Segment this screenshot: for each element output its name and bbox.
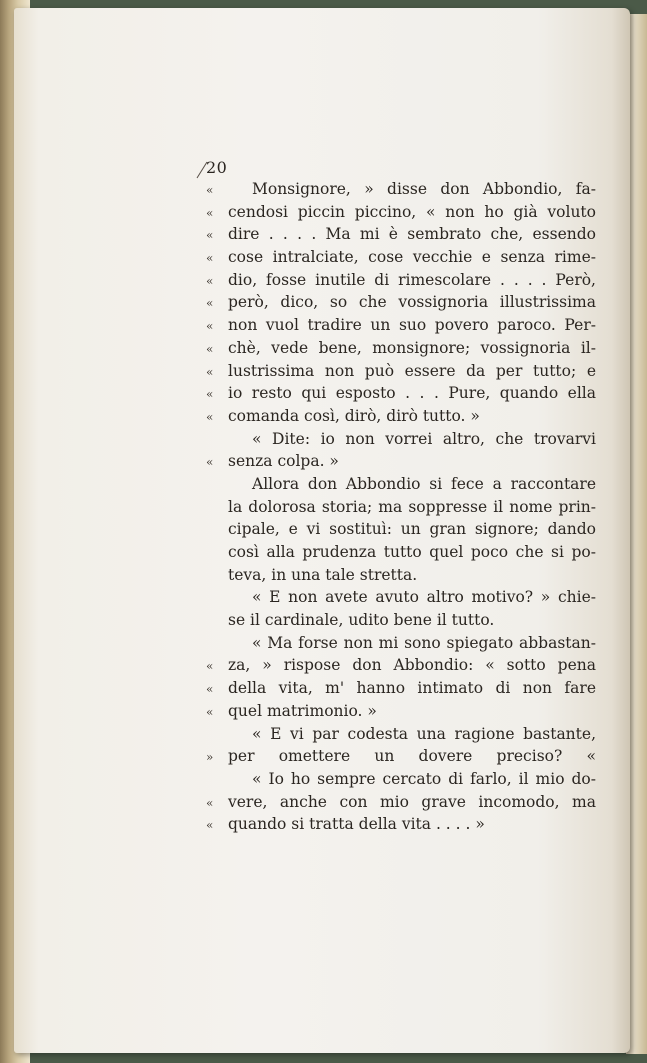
line-text: vere, anche con mio grave incomodo, ma (228, 792, 596, 811)
text-line (206, 337, 596, 360)
text-line (206, 813, 596, 836)
text-line (206, 201, 596, 224)
line-text: non vuol tradire un suo povero paroco. Per- (228, 316, 596, 335)
quote-mark: « (206, 183, 214, 197)
quote-mark: « (206, 273, 214, 288)
text-line (206, 677, 596, 700)
line-text: io resto qui esposto . . . Pure, quando ella (228, 384, 596, 403)
line-text: cendosi piccin piccino, « non ho già voluto (228, 202, 596, 221)
line-text: comanda così, dirò, dirò tutto. » (228, 406, 480, 425)
text-line (206, 586, 596, 609)
line-text: teva, in una tale stretta. (228, 565, 418, 584)
text-line (206, 745, 596, 768)
quote-mark: « (206, 455, 214, 470)
quote-mark: « (206, 818, 214, 833)
line-text: se il cardinale, udito bene il tutto. (228, 611, 495, 630)
text-line (206, 541, 596, 564)
text-line (206, 314, 596, 337)
line-text: cipale, e vi sostituì: un gran signore; dando (228, 520, 596, 539)
line-text: Allora don Abbondio si fece a raccontare (252, 474, 596, 493)
quote-mark: « (206, 364, 214, 379)
line-text: « Io ho sempre cercato di farlo, il mio do- (252, 769, 596, 788)
text-line (206, 450, 596, 473)
quote-mark: « (206, 296, 214, 311)
text-line (206, 291, 596, 314)
line-text: della vita, m' hanno intimato di non fare (228, 679, 596, 698)
line-text: lustrissima non può essere da per tutto; e (228, 361, 596, 380)
page-number: 20 (206, 158, 228, 177)
text-line (206, 564, 596, 587)
text-line (206, 496, 596, 519)
quote-mark: « (206, 341, 214, 356)
quote-mark: » (206, 750, 214, 765)
text-line (206, 473, 596, 496)
text-line (206, 518, 596, 541)
quote-mark: « (206, 682, 214, 697)
line-text: « Dite: io non vorrei altro, che trovarvi (252, 429, 596, 448)
text-line (206, 654, 596, 677)
page-text (206, 178, 596, 836)
quote-mark: « (206, 228, 214, 243)
text-line (206, 768, 596, 791)
line-text: dio, fosse inutile di rimescolare . . . . Però, (228, 270, 596, 289)
line-text: cose intralciate, cose vecchie e senza rime- (228, 248, 596, 267)
line-text: chè, vede bene, monsignore; vossignoria il- (228, 338, 596, 357)
line-text: dire . . . . Ma mi è sembrato che, essendo (228, 225, 596, 244)
line-text: « E non avete avuto altro motivo? » chie- (252, 588, 596, 607)
quote-mark: « (206, 319, 214, 334)
text-line (206, 223, 596, 246)
quote-mark: « (206, 251, 214, 266)
text-line (206, 609, 596, 632)
text-line (206, 178, 596, 201)
line-text: za, » rispose don Abbondio: « sotto pena (228, 656, 596, 675)
line-text: quel matrimonio. » (228, 701, 377, 720)
line-text: « E vi par codesta una ragione bastante, (252, 724, 596, 743)
text-line (206, 405, 596, 428)
text-line (206, 428, 596, 451)
line-text: così alla prudenza tutto quel poco che si po- (228, 543, 596, 561)
quote-mark: « (206, 795, 214, 810)
quote-mark: « (206, 409, 214, 424)
text-line (206, 246, 596, 269)
text-line (206, 723, 596, 746)
text-line (206, 360, 596, 383)
quote-mark: « (206, 205, 214, 220)
line-text: Monsignore, » disse don Abbondio, fa- (252, 180, 596, 198)
text-line (206, 269, 596, 292)
text-line (206, 700, 596, 723)
line-text: però, dico, so che vossignoria illustrissima (228, 293, 596, 312)
text-line (206, 382, 596, 405)
line-text: quando si tratta della vita . . . . » (228, 815, 485, 834)
line-text: « Ma forse non mi sono spiegato abbastan- (252, 633, 596, 652)
line-text: senza colpa. » (228, 452, 339, 471)
quote-mark: « (206, 659, 214, 674)
line-text: la dolorosa storia; ma soppresse il nome prin- (228, 497, 596, 516)
line-text: per omettere un dovere preciso? « (228, 747, 596, 766)
text-line (206, 791, 596, 814)
text-line (206, 632, 596, 655)
quote-mark: « (206, 387, 214, 402)
quote-mark: « (206, 704, 214, 719)
